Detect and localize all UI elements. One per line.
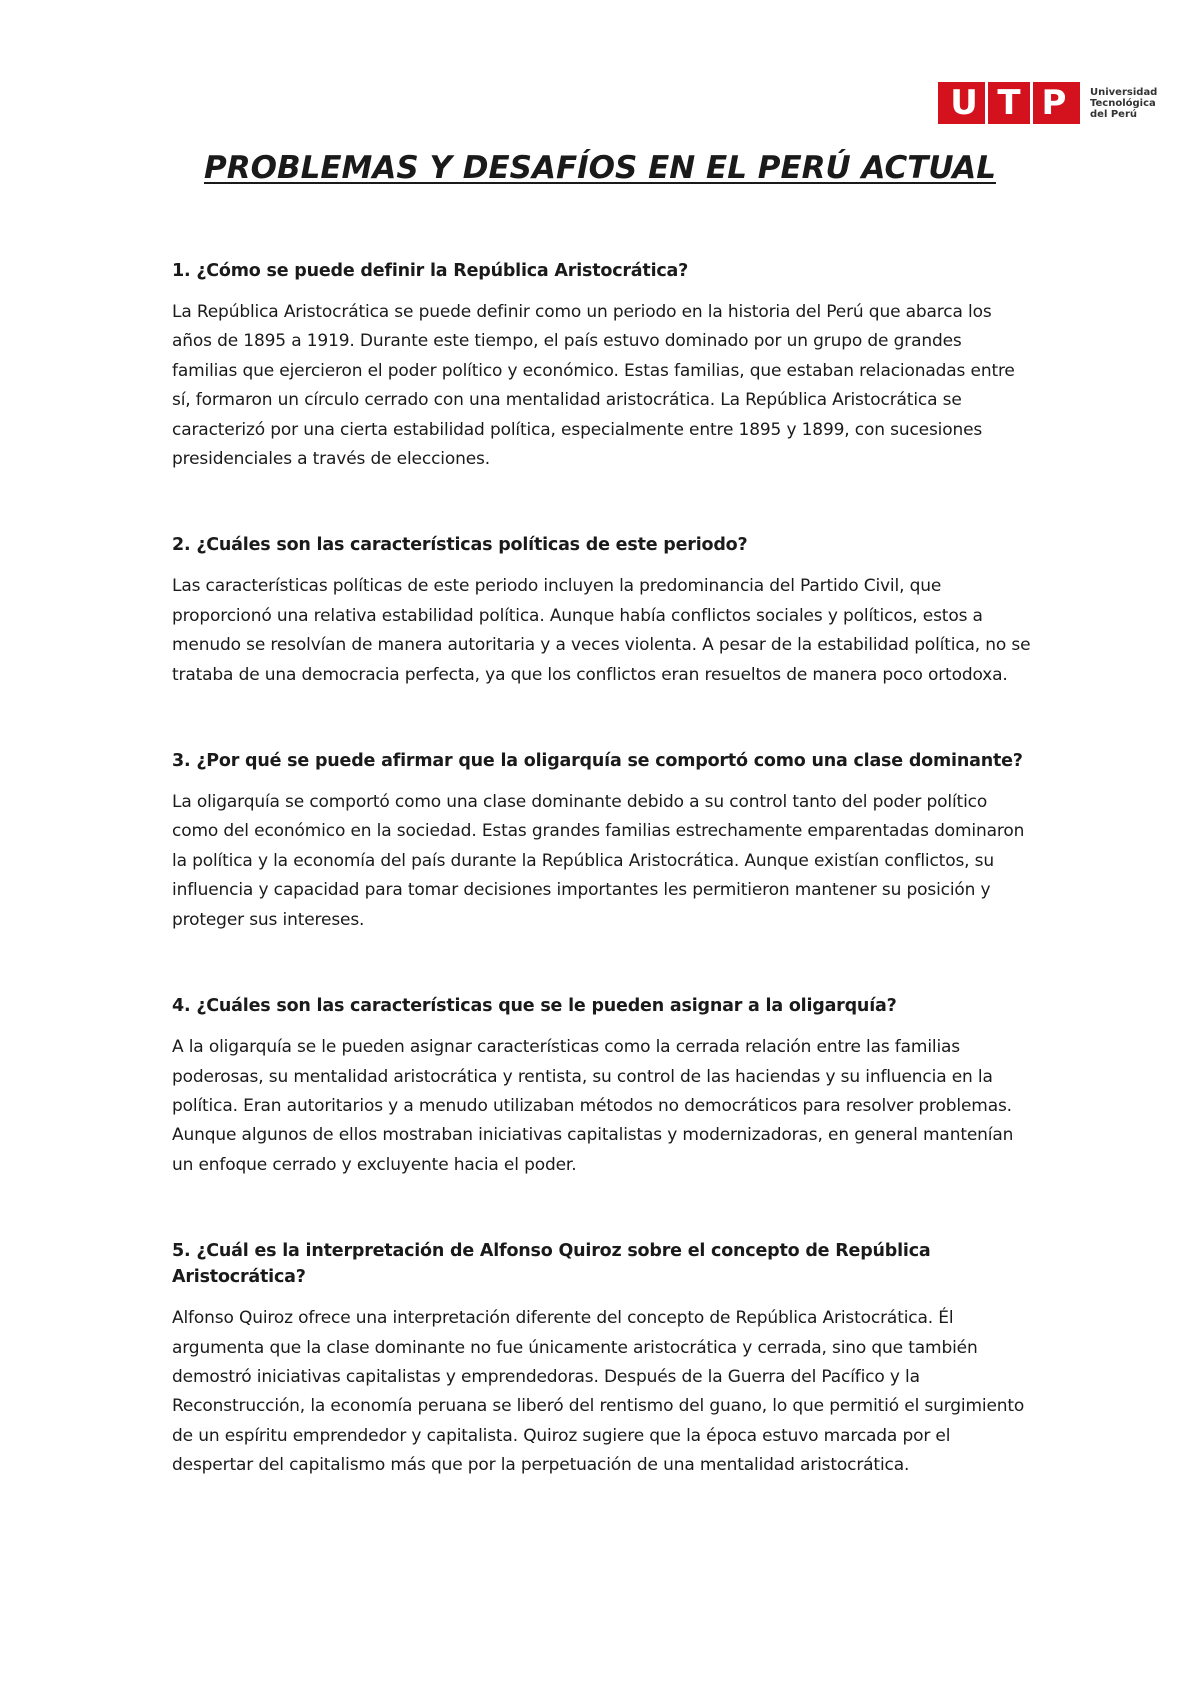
answer-paragraph: La República Aristocrática se puede definir como un periodo en la historia del Perú que abarca los años de 1895 a 1919. Durante este tiempo, el país estuvo dominado por un grupo de grandes familias que ejercieron el poder político y económico. Estas familias, que estaban relacionadas entre sí, formaron un círculo cerrado con una mentalidad aristocrática. La República Aristocrática se caracterizó por una cierta estabilidad política, especialmente entre 1895 y 1899, con sucesiones presidenciales a través de elecciones. (172, 302, 1015, 470)
question-section-3 (172, 748, 1032, 935)
question-heading: 4. ¿Cuáles son las características que se le pueden asignar a la oligarquía? (172, 996, 897, 1017)
logo-letter-t: T (997, 83, 1021, 123)
logo-text-line: Universidad (1090, 86, 1158, 98)
answer-paragraph: Alfonso Quiroz ofrece una interpretación diferente del concepto de República Aristocrática. Él argumenta que la clase dominante no fue únicamente aristocrática y cerrada, sino que también demostró iniciativas capitalistas y emprendedoras. Después de la Guerra del Pacífico y la Reconstrucción, la economía peruana se liberó del rentismo del guano, lo que permitió el surgimiento de un espíritu emprendedor y capitalista. Quiroz sugiere que la época estuvo marcada por el despertar del capitalismo más que por la perpetuación de una mentalidad aristocrática. (172, 1308, 1025, 1476)
answer-paragraph: A la oligarquía se le pueden asignar características como la cerrada relación entre las familias poderosas, su mentalidad aristocrática y rentista, su control de las haciendas y su influencia en la política. Eran autoritarios y a menudo utilizaban métodos no democráticos para resolver problemas. Aunque algunos de ellos mostraban iniciativas capitalistas y modernizadoras, en general mantenían un enfoque cerrado y excluyente hacia el poder. (172, 1037, 1014, 1175)
logo-wordmark (1090, 87, 1156, 120)
question-heading: 1. ¿Cómo se puede definir la República Aristocrática? (172, 261, 689, 281)
logo-text-line: Tecnológica (1090, 97, 1156, 109)
question-section-4 (172, 993, 1032, 1180)
question-heading: 2. ¿Cuáles son las características políticas de este periodo? (172, 535, 748, 556)
logo-mark (938, 82, 1080, 124)
answer-paragraph: Las características políticas de este periodo incluyen la predominancia del Partido Civil, que proporcionó una relativa estabilidad política. Aunque había conflictos sociales y políticos, estos a menudo se resolvían de manera autoritaria y a veces violenta. A pesar de la estabilidad política, no se trataba de una democracia perfecta, ya que los conflictos eran resueltos de manera poco ortodoxa. (172, 576, 1031, 685)
question-section-5 (172, 1238, 1032, 1480)
utp-logo (938, 82, 1156, 124)
document-body (172, 258, 1032, 1539)
document-title-wrapper (0, 148, 1200, 188)
logo-text-line: del Perú (1090, 108, 1138, 120)
question-section-1 (172, 258, 1032, 474)
logo-letter-u: U (950, 83, 978, 123)
answer-paragraph: La oligarquía se comportó como una clase dominante debido a su control tanto del poder político como del económico en la sociedad. Estas grandes familias estrechamente emparentadas dominaron la política y la economía del país durante la República Aristocrática. Aunque existían conflictos, su influencia y capacidad para tomar decisiones importantes les permitieron mantener su posición y proteger sus intereses. (172, 792, 1025, 930)
question-heading: 3. ¿Por qué se puede afirmar que la oligarquía se comportó como una clase dominante? (172, 751, 1023, 772)
logo-letter-p: P (1041, 83, 1067, 123)
question-heading: 5. ¿Cuál es la interpretación de Alfonso Quiroz sobre el concepto de República Aristocrática? (172, 1241, 931, 1288)
document-title: PROBLEMAS Y DESAFÍOS EN EL PERÚ ACTUAL (204, 150, 996, 186)
question-section-2 (172, 532, 1032, 690)
